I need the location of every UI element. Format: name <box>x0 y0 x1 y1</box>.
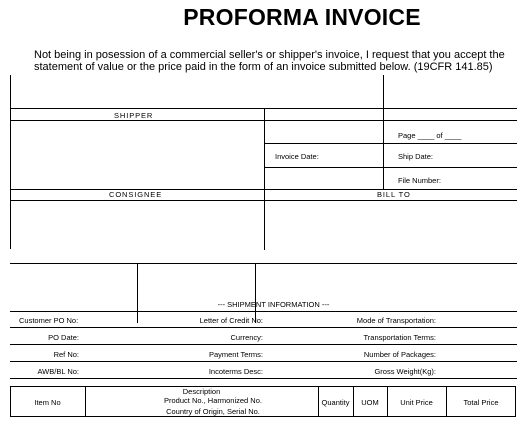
shipment-row-line <box>10 378 517 379</box>
page-title: PROFORMA INVOICE <box>183 4 421 30</box>
ref-no-field[interactable]: Ref No: <box>53 350 79 359</box>
shipment-row-line <box>10 327 517 328</box>
col-item-no: Item No <box>34 398 61 407</box>
consignee-bottom-line <box>10 263 517 264</box>
col-quantity: Quantity <box>321 398 350 407</box>
shipment-info-heading: --- SHIPMENT INFORMATION --- <box>217 300 330 309</box>
lower-divider-right <box>255 263 256 323</box>
shipment-row-line <box>10 344 517 345</box>
col-description-line-2: Product No., Harmonized No. <box>164 396 262 405</box>
payment-terms-field[interactable]: Payment Terms: <box>208 350 263 359</box>
gross-weight-field[interactable]: Gross Weight(Kg): <box>374 367 436 376</box>
intro-statement: Not being in posession of a commercial seller's or shipper's invoice, I request that you accept the statement of value or the price paid in the form of an invoice submitted below. (19CFR 141.85) <box>34 49 505 73</box>
lower-divider-left <box>137 263 138 323</box>
number-of-packages-field[interactable]: Number of Packages: <box>363 350 436 359</box>
invoice-date-field[interactable]: Invoice Date: <box>275 152 319 161</box>
bill-to-label: BILL TO <box>377 190 411 199</box>
right-column-divider <box>383 75 384 190</box>
page-field[interactable]: Page ____ of ____ <box>398 131 462 140</box>
letter-of-credit-field[interactable]: Letter of Credit No: <box>199 316 263 325</box>
col-uom: UOM <box>361 398 379 407</box>
consignee-label: CONSIGNEE <box>109 190 163 199</box>
incoterms-desc-field[interactable]: Incoterms Desc: <box>208 367 263 376</box>
shipment-row-line <box>10 361 517 362</box>
file-number-field[interactable]: File Number: <box>398 176 441 185</box>
header-field-line <box>264 143 517 144</box>
awb-bl-no-field[interactable]: AWB/BL No: <box>37 367 79 376</box>
customer-po-field[interactable]: Customer PO No: <box>19 316 79 325</box>
left-border <box>10 75 11 249</box>
col-description: Description <box>182 387 221 396</box>
mode-of-transportation-field[interactable]: Mode of Transportation: <box>356 316 436 325</box>
po-date-field[interactable]: PO Date: <box>48 333 79 342</box>
shipper-label: SHIPPER <box>114 111 154 120</box>
col-description-line-3: Country of Origin, Serial No. <box>166 407 260 416</box>
col-total-price: Total Price <box>463 398 499 407</box>
shipment-info-line <box>10 311 517 312</box>
col-unit-price: Unit Price <box>400 398 433 407</box>
header-field-line <box>264 167 517 168</box>
currency-field[interactable]: Currency: <box>230 333 263 342</box>
ship-date-field[interactable]: Ship Date: <box>398 152 434 161</box>
transportation-terms-field[interactable]: Transportation Terms: <box>363 333 436 342</box>
middle-column-divider <box>264 108 265 250</box>
